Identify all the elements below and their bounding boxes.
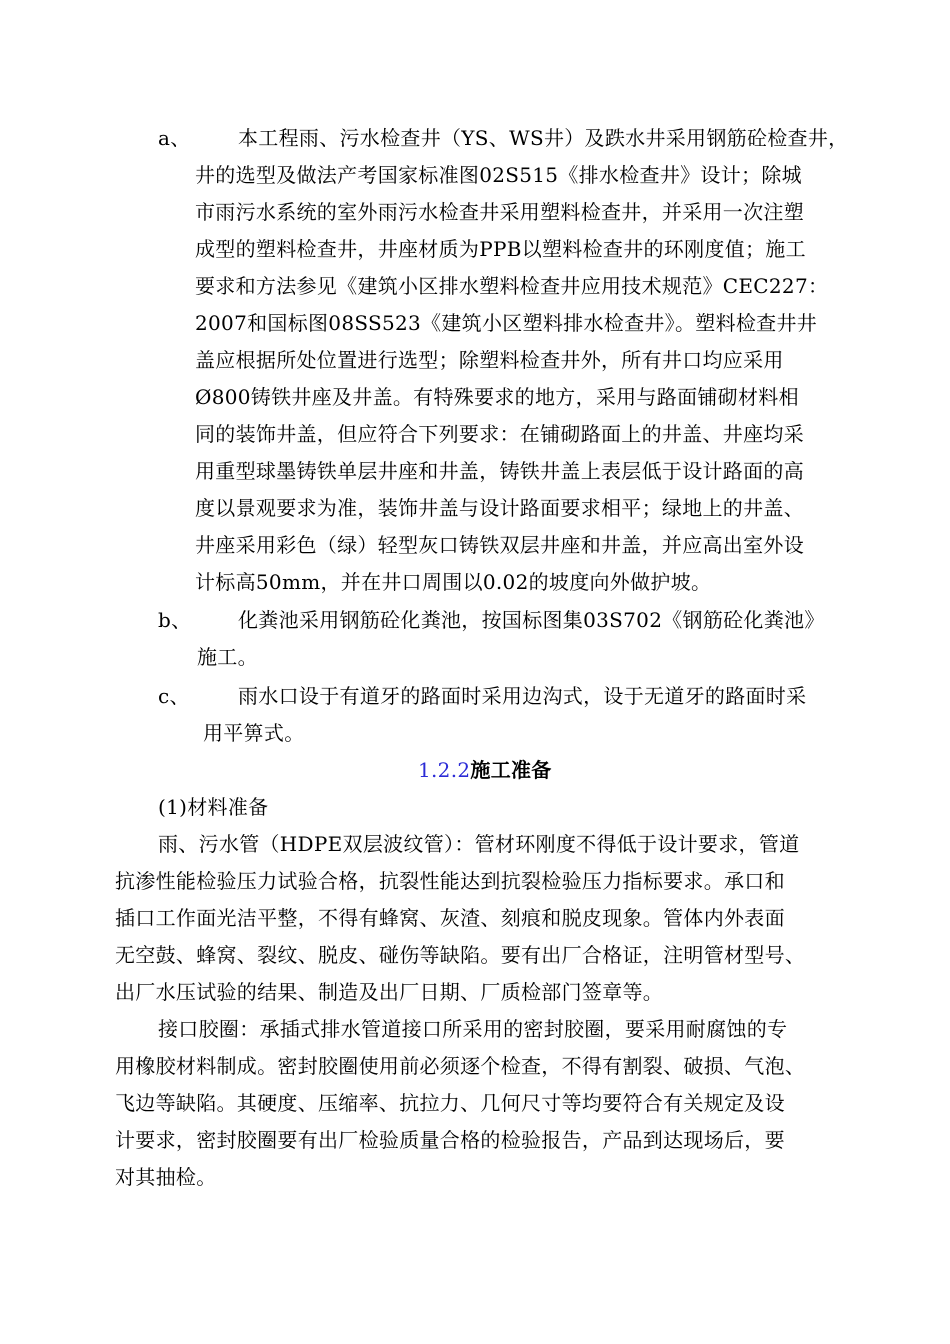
item-a-line: 市雨污水系统的室外雨污水检查井采用塑料检查井，并采用一次注塑 — [195, 200, 804, 224]
item-b-line: 施工。 — [197, 645, 258, 669]
item-b-line: 化粪池采用钢筋砼化粪池，按国标图集03S702《钢筋砼化粪池》 — [238, 608, 825, 632]
gasket-paragraph-line: 用橡胶材料制成。密封胶圈使用前必须逐个检查，不得有割裂、破损、气泡、 — [115, 1054, 806, 1078]
item-b-marker: b、 — [158, 608, 192, 632]
item-a-line: 本工程雨、污水检查井（YS、WS井）及跌水井采用钢筋砼检查井， — [238, 126, 849, 150]
item-a-line: 井的选型及做法产考国家标准图02S515《排水检查井》设计；除城 — [195, 163, 802, 187]
item-a-marker: a、 — [158, 126, 191, 150]
item-a-line: 2007和国标图08SS523《建筑小区塑料排水检查井》。塑料检查井井 — [195, 311, 818, 335]
pipe-paragraph-line: 抗渗性能检验压力试验合格，抗裂性能达到抗裂检验压力指标要求。承口和 — [115, 869, 785, 893]
item-a-line: 盖应根据所处位置进行选型；除塑料检查井外，所有井口均应采用 — [195, 348, 784, 372]
section-title: 施工准备 — [470, 758, 552, 782]
gasket-paragraph-line: 计要求，密封胶圈要有出厂检验质量合格的检验报告，产品到达现场后，要 — [115, 1128, 785, 1152]
item-a-line: 用重型球墨铸铁单层井座和井盖，铸铁井盖上表层低于设计路面的高 — [195, 459, 804, 483]
section-heading — [418, 758, 552, 782]
item-c-marker: c、 — [158, 684, 190, 708]
materials-label: (1)材料准备 — [158, 795, 269, 819]
item-a-line: Ø800铸铁井座及井盖。有特殊要求的地方，采用与路面铺砌材料相 — [195, 385, 799, 409]
item-c-line: 雨水口设于有道牙的路面时采用边沟式，设于无道牙的路面时采 — [238, 684, 807, 708]
pipe-paragraph-line: 无空鼓、蜂窝、裂纹、脱皮、碰伤等缺陷。要有出厂合格证，注明管材型号、 — [115, 943, 806, 967]
pipe-paragraph-line: 插口工作面光洁平整，不得有蜂窝、灰渣、刻痕和脱皮现象。管体内外表面 — [115, 906, 785, 930]
pipe-paragraph-line: 雨、污水管（HDPE双层波纹管）：管材环刚度不得低于设计要求，管道 — [158, 832, 800, 856]
section-number: 1.2.2 — [418, 758, 471, 782]
item-a-line: 计标高50mm，并在井口周围以0.02的坡度向外做护坡。 — [195, 570, 712, 594]
item-a-line: 成型的塑料检查井，井座材质为PPB以塑料检查井的环刚度值；施工 — [195, 237, 806, 261]
gasket-paragraph-line: 对其抽检。 — [115, 1165, 217, 1189]
item-a-line: 同的装饰井盖，但应符合下列要求：在铺砌路面上的井盖、井座均采 — [195, 422, 804, 446]
item-c-line: 用平箅式。 — [203, 721, 305, 745]
gasket-paragraph-line: 接口胶圈：承插式排水管道接口所采用的密封胶圈，要采用耐腐蚀的专 — [158, 1017, 788, 1041]
item-a-line: 井座采用彩色（绿）轻型灰口铸铁双层井座和井盖，并应高出室外设 — [195, 533, 804, 557]
item-a-line: 要求和方法参见《建筑小区排水塑料检查井应用技术规范》CEC227： — [195, 274, 829, 298]
pipe-paragraph-line: 出厂水压试验的结果、制造及出厂日期、厂质检部门签章等。 — [115, 980, 664, 1004]
item-a-line: 度以景观要求为准，装饰井盖与设计路面要求相平；绿地上的井盖、 — [195, 496, 804, 520]
gasket-paragraph-line: 飞边等缺陷。其硬度、压缩率、抗拉力、几何尺寸等均要符合有关规定及设 — [115, 1091, 785, 1115]
